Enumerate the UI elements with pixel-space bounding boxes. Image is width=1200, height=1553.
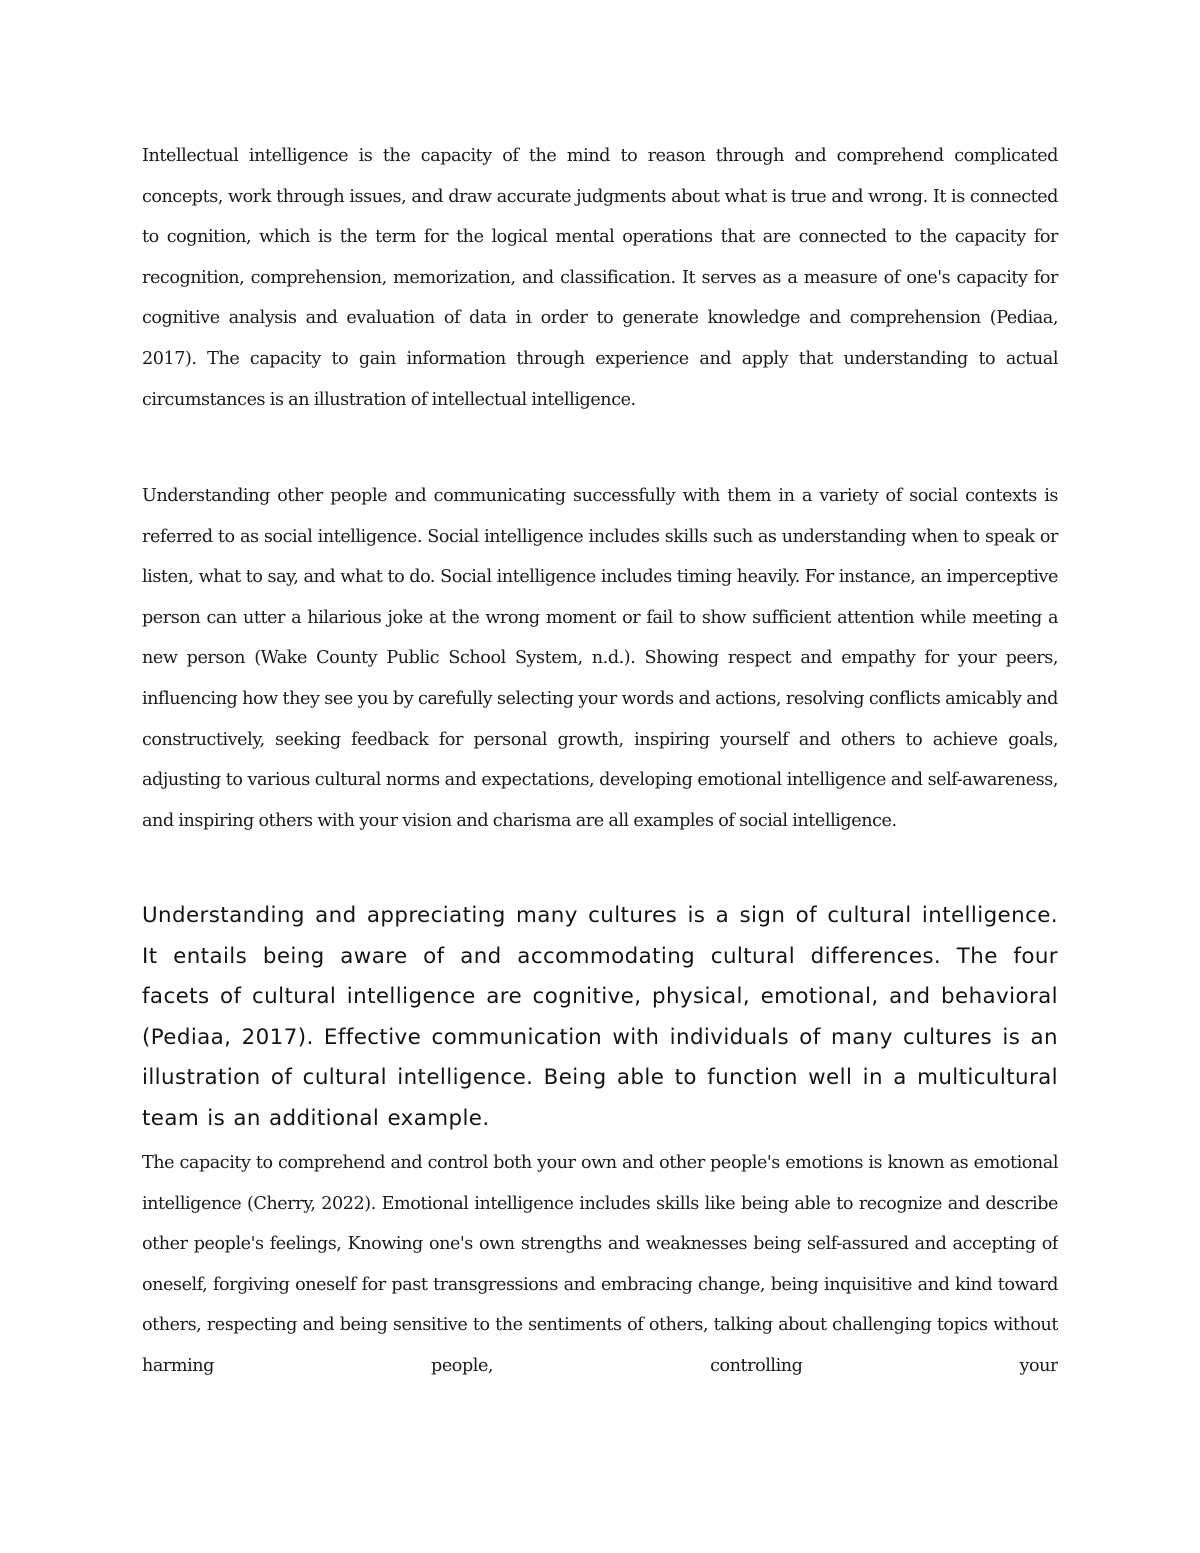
paragraph-intellectual-intelligence: Intellectual intelligence is the capacity of the mind to reason through and comprehend complicated concepts, work through issues, and draw accurate judgments about what is true and wrong. It is connected to cognition, which is the term for the logical mental operations that are connected to the capacity for recognition, comprehension, memorization, and classification. It serves as a measure of one's capacity for cognitive analysis and evaluation of data in order to generate knowledge and comprehension (Pediaa, 2017). The capacity to gain information through experience and apply that understanding to actual circumstances is an illustration of intellectual intelligence. — [142, 146, 1058, 410]
paragraph-cultural-intelligence: Understanding and appreciating many cultures is a sign of cultural intelligence. It entails being aware of and accommodating cultural differences. The four facets of cultural intelligence are cognitive, physical, emotional, and behavioral (Pediaa, 2017). Effective communication with individuals of many cultures is an illustration of cultural intelligence. Being able to function well in a multicultural team is an additional example. — [142, 903, 1058, 1131]
paragraph-emotional-intelligence: The capacity to comprehend and control both your own and other people's emotions is known as emotional intelligence (Cherry, 2022). Emotional intelligence includes skills like being able to recognize and describe other people's feelings, Knowing one's own strengths and weaknesses being self-assured and accepting of oneself, forgiving oneself for past transgressions and embracing change, being inquisitive and kind toward others, respecting and being sensitive to the sentiments of others, talking about challenging topics without harming people, controlling your — [142, 1153, 1058, 1376]
paragraph-social-intelligence: Understanding other people and communicating successfully with them in a variety of social contexts is referred to as social intelligence. Social intelligence includes skills such as understanding when to speak or listen, what to say, and what to do. Social intelligence includes timing heavily. For instance, an imperceptive person can utter a hilarious joke at the wrong moment or fail to show sufficient attention while meeting a new person (Wake County Public School System, n.d.). Showing respect and empathy for your peers, influencing how they see you by carefully selecting your words and actions, resolving conflicts amicably and constructively, seeking feedback for personal growth, inspiring yourself and others to achieve goals, adjusting to various cultural norms and expectations, developing emotional intelligence and self-awareness, and inspiring others with your vision and charisma are all examples of social intelligence. — [142, 486, 1058, 831]
